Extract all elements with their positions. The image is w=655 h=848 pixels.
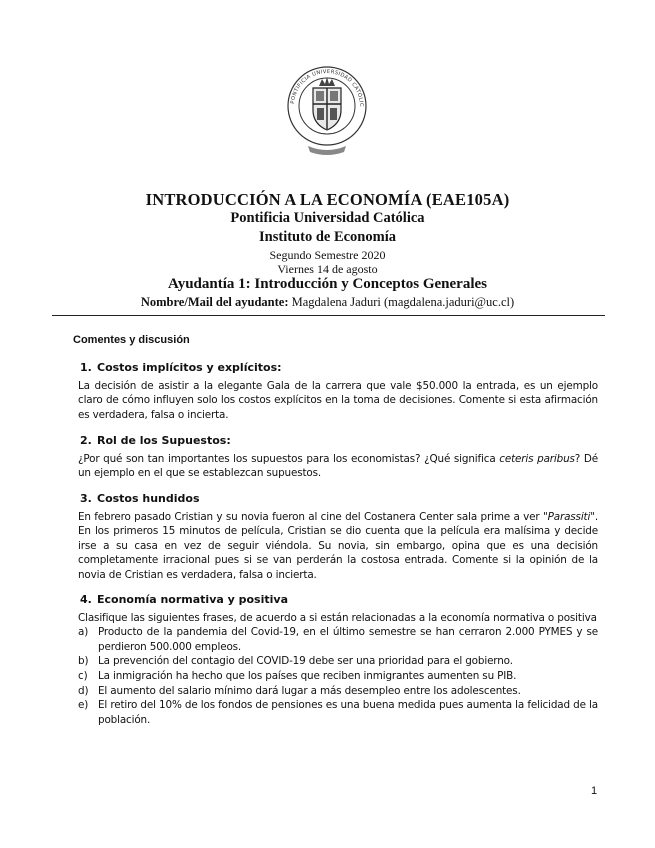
item-text: El retiro del 10% de los fondos de pensiones es una buena medida pues aumenta la felicidad de la población. (98, 699, 598, 726)
section-label: Comentes y discusión (73, 334, 190, 346)
statement-list (78, 625, 598, 727)
list-item (78, 669, 598, 684)
question-title: Economía normativa y positiva (97, 593, 288, 606)
university-name: Pontificia Universidad Católica (230, 210, 425, 226)
question-number: 2. (80, 434, 92, 447)
semester: Segundo Semestre 2020 (269, 248, 386, 262)
question-number: 4. (80, 593, 92, 606)
list-item (78, 654, 598, 669)
question-heading (78, 434, 598, 449)
course-title: INTRODUCCIÓN A LA ECONOMÍA (EAE105A) (145, 190, 510, 209)
seal-inscription: PONTIFICIA UNIVERSIDAD CATÓLIC (290, 68, 365, 108)
question-body: La decisión de asistir a la elegante Gala de la carrera que vale $50.000 la entrada, es un ejemplo claro de cómo influyen solo los costos explícitos en la toma de decisiones. Comente si esta afirmación es verdadera, falsa o incierta. (78, 379, 598, 421)
emphasis-term: ceteris paribus (499, 452, 575, 465)
question-1 (78, 361, 598, 422)
question-body (78, 510, 598, 583)
item-letter: c) (78, 669, 88, 682)
question-number: 1. (80, 361, 92, 374)
question-title: Costos implícitos y explícitos: (97, 361, 282, 374)
item-text: La inmigración ha hecho que los países que reciben inmigrantes aumenten su PIB. (98, 669, 517, 682)
institute-name: Instituto de Economía (259, 229, 396, 245)
question-3 (78, 492, 598, 583)
question-heading (78, 593, 598, 608)
item-letter: a) (78, 626, 89, 639)
question-intro: Clasifique las siguientes frases, de acuerdo a si están relacionadas a la economía normativa o positiva (78, 611, 597, 624)
item-letter: e) (78, 699, 89, 712)
date: Viernes 14 de agosto (277, 262, 378, 276)
question-body (78, 452, 598, 481)
item-text: El aumento del salario mínimo dará lugar a más desempleo entre los adolescentes. (98, 684, 521, 697)
emphasis-term: "Parassiti" (542, 510, 595, 523)
list-item (78, 698, 598, 727)
question-number: 3. (80, 492, 92, 505)
body-text: ? Dé un ejemplo en el que se establezcan supuestos. (78, 452, 598, 480)
item-text: Producto de la pandemia del Covid-19, en el último semestre se han cerraron 2.000 PYMES y se perdieron 500.000 empleos. (98, 626, 598, 653)
body-text: ¿Por qué son tan importantes los supuestos para los economistas? ¿Qué significa (78, 452, 500, 465)
university-seal-icon (286, 62, 368, 158)
list-item (78, 684, 598, 699)
assistant-contact: Magdalena Jaduri (magdalena.jaduri@uc.cl) (288, 295, 515, 309)
body-text: En febrero pasado Cristian y su novia fueron al cine del Costanera Center sala prime a ver (78, 510, 543, 523)
question-2 (78, 434, 598, 481)
item-text: La prevención del contagio del COVID-19 debe ser una prioridad para el gobierno. (98, 655, 513, 668)
item-letter: d) (78, 684, 89, 697)
question-heading (78, 492, 598, 507)
page-number: 1 (591, 785, 598, 797)
ayudantia-title: Ayudantía 1: Introducción y Conceptos Generales (167, 276, 488, 292)
body-text: . En los primeros 15 minutos de película, Cristian se dio cuenta que la película era malísima y decide irse a su casa en vez de seguir viéndola. Su novia, sin embargo, opina que es una decisión completamente irracional pues si se van perderán la costosa entrada. Comente si la opinión de la novia de Cristian es verdadera, falsa o incierta. (78, 510, 598, 581)
question-title: Rol de los Supuestos: (97, 434, 231, 447)
item-letter: b) (78, 655, 89, 668)
header-divider (52, 315, 605, 316)
list-item (78, 625, 598, 654)
question-4 (78, 593, 598, 727)
assistant-label: Nombre/Mail del ayudante: (140, 295, 289, 309)
question-heading (78, 361, 598, 376)
assistant-line (0, 295, 655, 310)
question-title: Costos hundidos (97, 492, 200, 505)
